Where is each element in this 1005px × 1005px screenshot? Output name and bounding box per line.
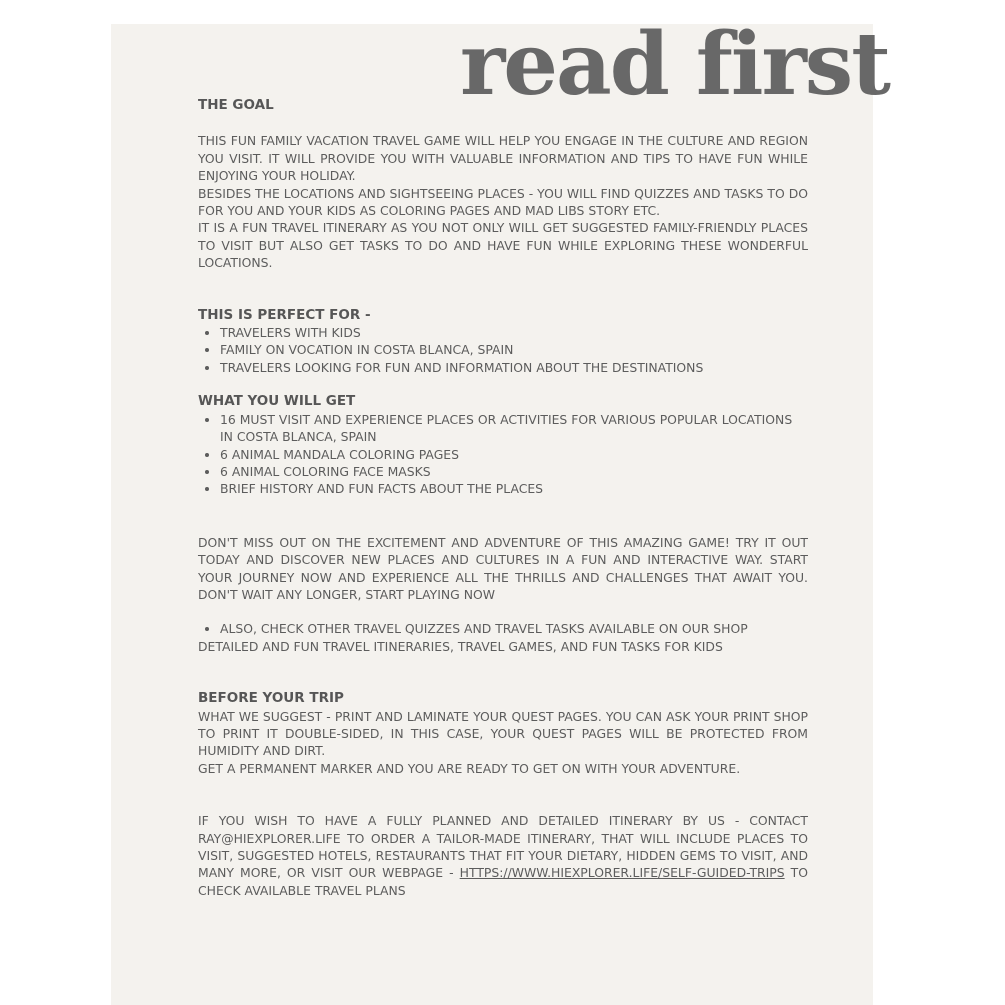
perfect-heading: THIS IS PERFECT FOR - [198,306,371,323]
list-item: • FAMILY ON VOCATION IN COSTA BLANCA, SPAIN [220,341,808,358]
list-item: • ALSO, CHECK OTHER TRAVEL QUIZZES AND TRAVEL TASKS AVAILABLE ON OUR SHOP [220,620,808,637]
goal-paragraph-3: IT IS A FUN TRAVEL ITINERARY AS YOU NOT ONLY WILL GET SUGGESTED FAMILY-FRIENDLY PLACES TO VISIT BUT ALSO GET TASKS TO DO AND HAVE FUN WHILE EXPLORING THESE WONDERFUL LOCATIONS. [198,220,808,271]
goal-paragraph-2: BESIDES THE LOCATIONS AND SIGHTSEEING PLACES - YOU WILL FIND QUIZZES AND TASKS TO DO FOR YOU AND YOUR KIDS AS COLORING PAGES AND MAD LIBS STORY ETC. [198,185,808,219]
also-tail: DETAILED AND FUN TRAVEL ITINERARIES, TRAVEL GAMES, AND FUN TASKS FOR KIDS [198,638,723,654]
list-item: • 16 MUST VISIT AND EXPERIENCE PLACES OR ACTIVITIES FOR VARIOUS POPULAR LOCATIONS IN COSTA BLANCA, SPAIN [220,411,808,446]
list-item: • 6 ANIMAL COLORING FACE MASKS [220,463,808,480]
list-item: • TRAVELERS LOOKING FOR FUN AND INFORMATION ABOUT THE DESTINATIONS [220,359,808,376]
perfect-list [198,324,808,376]
before-paragraph-2: GET A PERMANENT MARKER AND YOU ARE READY TO GET ON WITH YOUR ADVENTURE. [198,760,741,776]
page-title: read first [460,14,889,115]
goal-heading: THE GOAL [198,97,274,113]
document-body [198,97,808,899]
list-item: • 6 ANIMAL MANDALA COLORING PAGES [220,446,808,463]
document-page [111,14,889,1005]
contact-paragraph [198,812,808,899]
get-heading: WHAT YOU WILL GET [198,393,356,410]
trips-link[interactable]: HTTPS://WWW.HIEXPLORER.LIFE/SELF-GUIDED-TRIPS [459,865,785,881]
also-list [198,620,808,637]
list-item: • BRIEF HISTORY AND FUN FACTS ABOUT THE PLACES [220,480,808,497]
contact-tail: TO CHECK AVAILABLE TRAVEL PLANS [198,865,809,898]
before-heading: BEFORE YOUR TRIP [198,690,344,707]
cta-paragraph: DON'T MISS OUT ON THE EXCITEMENT AND ADVENTURE OF THIS AMAZING GAME! TRY IT OUT TODAY AND DISCOVER NEW PLACES AND CULTURES IN A FUN AND INTERACTIVE WAY. START YOUR JOURNEY NOW AND EXPERIENCE ALL THE THRILLS AND CHALLENGES THAT AWAIT YOU. DON'T WAIT ANY LONGER, START PLAYING NOW [198,534,808,602]
goal-paragraph-1: THIS FUN FAMILY VACATION TRAVEL GAME WILL HELP YOU ENGAGE IN THE CULTURE AND REGION YOU VISIT. IT WILL PROVIDE YOU WITH VALUABLE INFORMATION AND TIPS TO HAVE FUN WHILE ENJOYING YOUR HOLIDAY. [198,133,808,184]
contact-text: IF YOU WISH TO HAVE A FULLY PLANNED AND DETAILED ITINERARY BY US - CONTACT RAY@HIEXPLORER.LIFE TO ORDER A TAILOR-MADE ITINERARY, THAT WILL INCLUDE PLACES TO VISIT, SUGGESTED HOTELS, RESTAURANTS THAT FIT YOUR DIETARY, HIDDEN GEMS TO VISIT, AND MANY MORE, OR VISIT OUR WEBPAGE - [198,813,808,881]
list-item: • TRAVELERS WITH KIDS [220,324,808,341]
get-list [198,411,808,498]
before-paragraph-1: WHAT WE SUGGEST - PRINT AND LAMINATE YOUR QUEST PAGES. YOU CAN ASK YOUR PRINT SHOP TO PRINT IT DOUBLE-SIDED, IN THIS CASE, YOUR QUEST PAGES WILL BE PROTECTED FROM HUMIDITY AND DIRT. [198,708,808,759]
